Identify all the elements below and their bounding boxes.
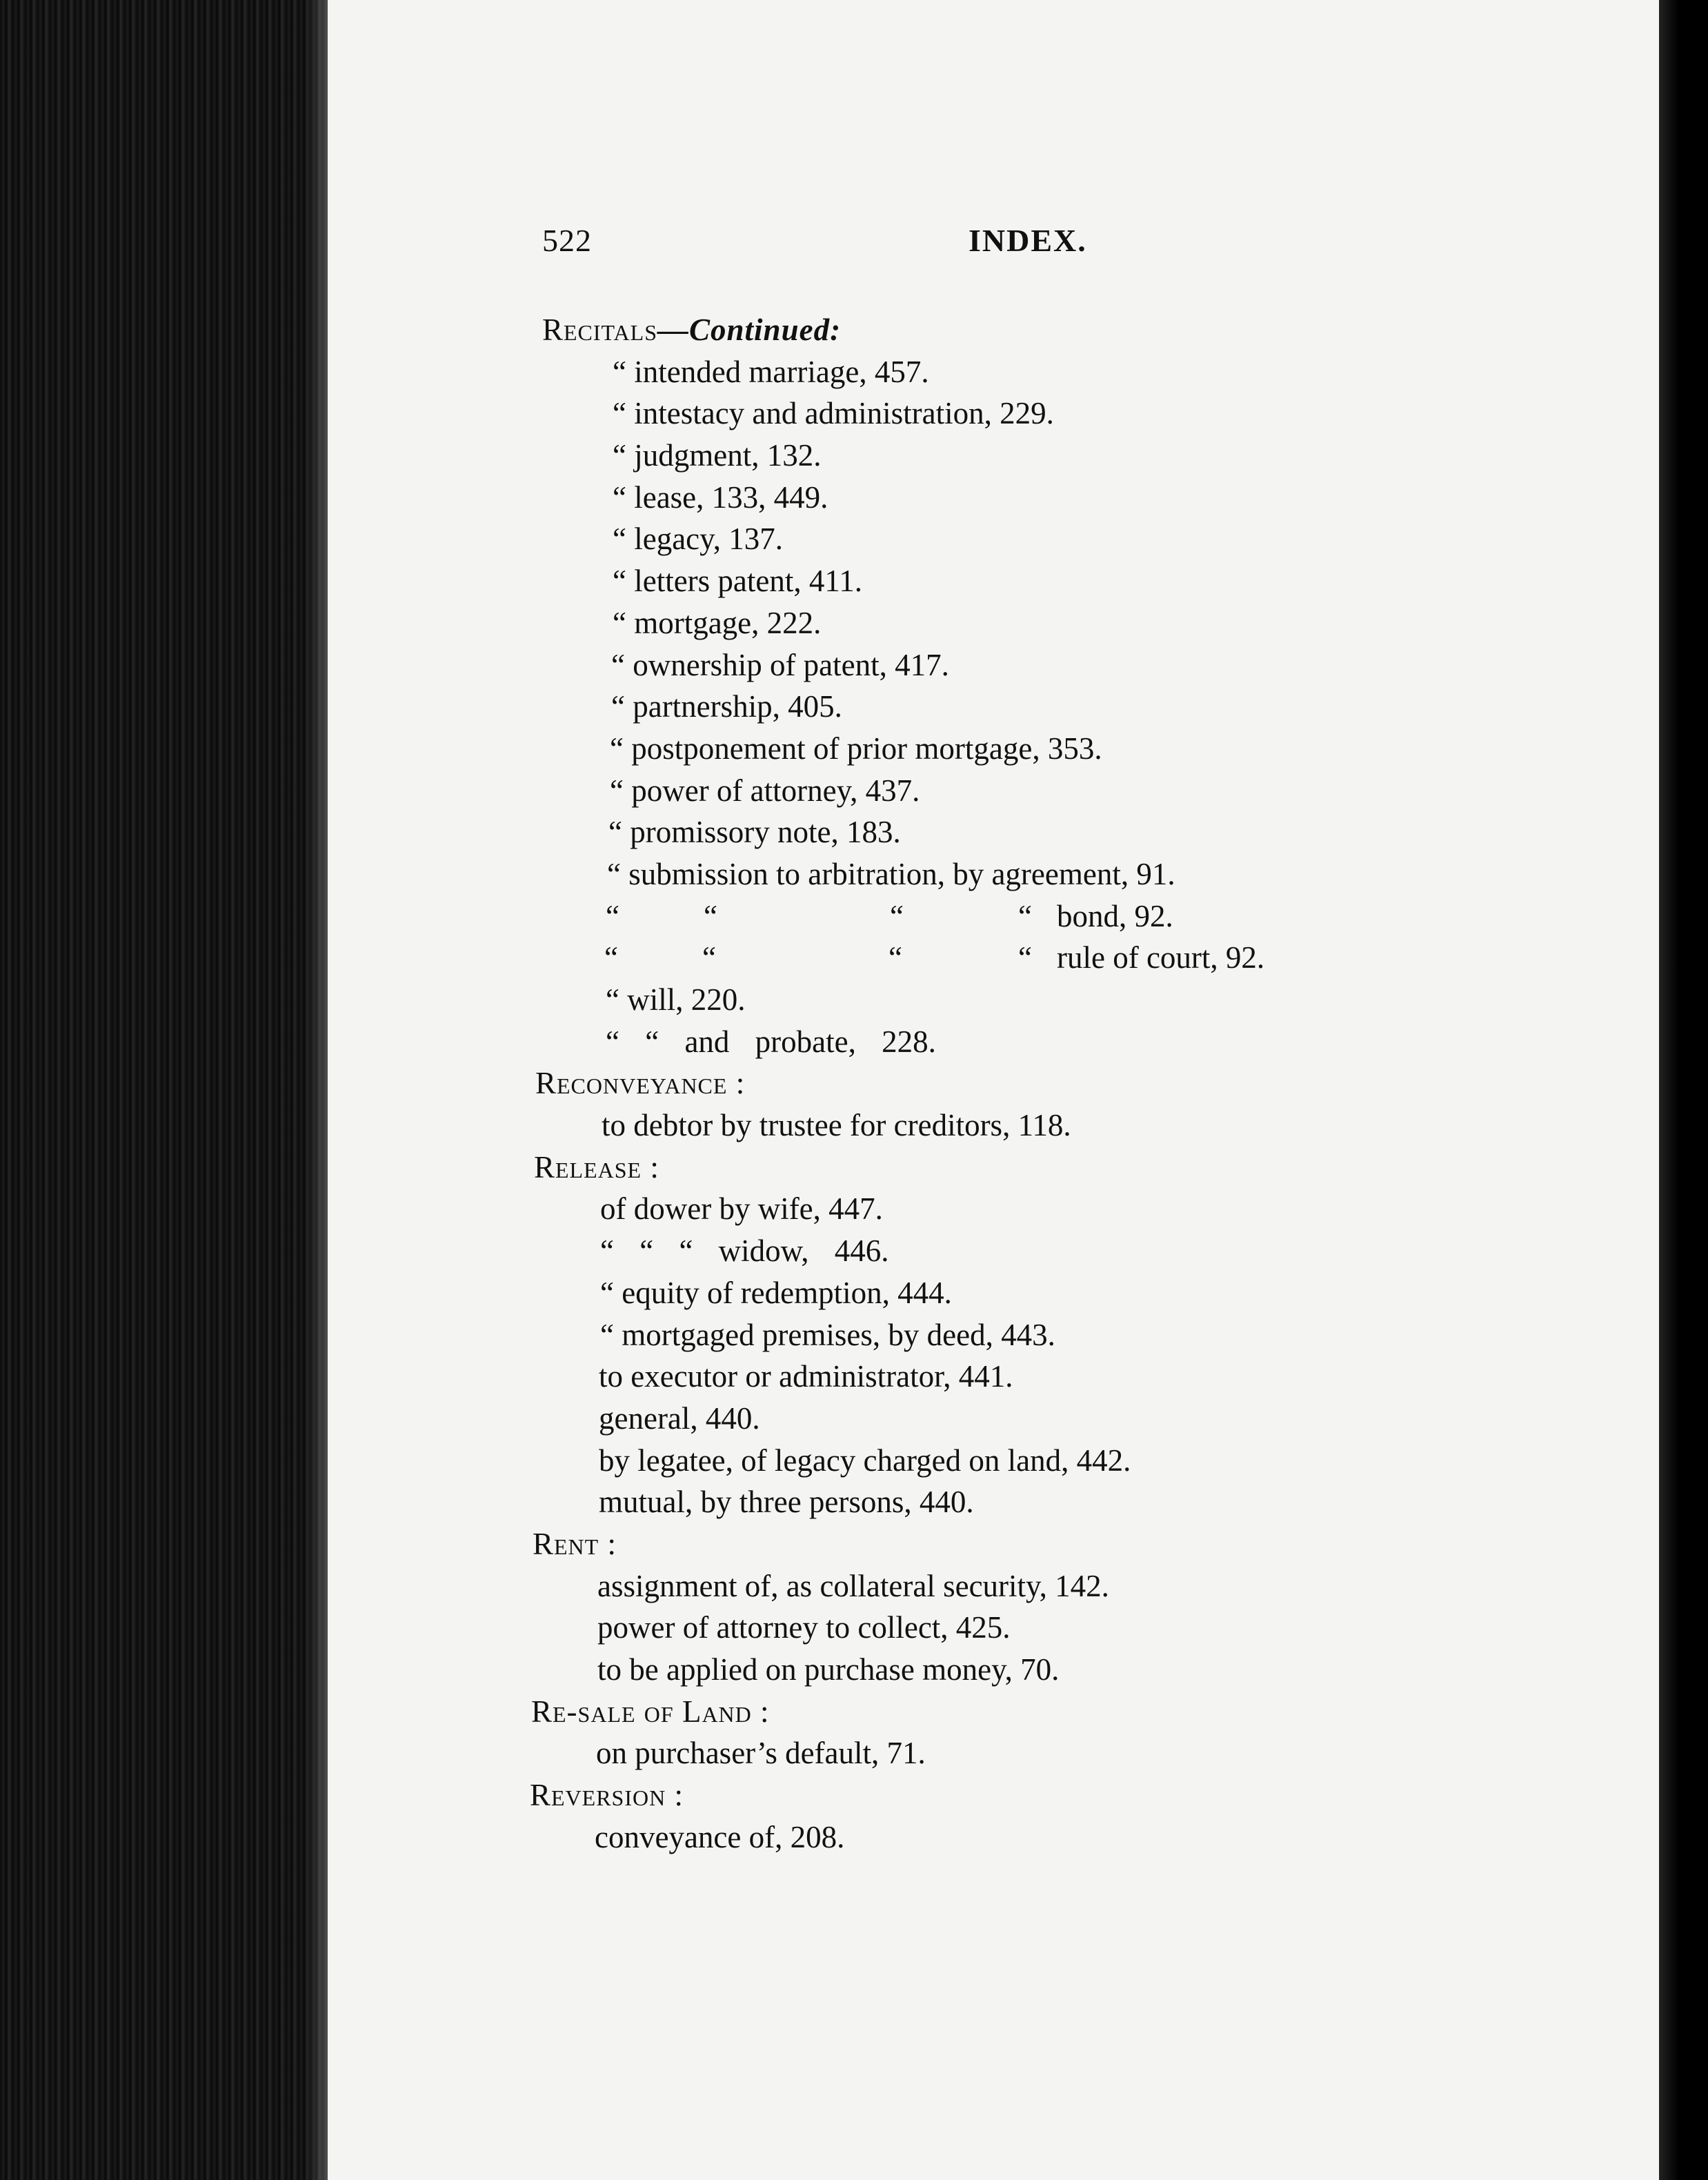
ditto-mark: “ <box>604 940 618 975</box>
index-heading-release: Release : <box>534 1149 659 1185</box>
ditto-mark: “ <box>890 898 904 933</box>
index-entry: “ submission to arbitration, by agreement, 91. <box>607 856 1175 891</box>
ditto-mark: “ <box>606 898 619 933</box>
index-heading-rent: Rent : <box>533 1526 617 1561</box>
index-entry-ditto <box>524 937 1490 979</box>
index-entry: “ intended marriage, 457. <box>613 354 929 389</box>
index-heading-reversion: Reversion : <box>530 1778 684 1813</box>
index-entry: “ power of attorney, 437. <box>610 773 920 808</box>
index-entry: “ mortgage, 222. <box>613 605 822 640</box>
index-entry: power of attorney to collect, 425. <box>597 1610 1011 1645</box>
index-entry: of dower by wife, 447. <box>600 1191 883 1227</box>
page-number: 522 <box>542 223 592 258</box>
page-header <box>542 222 1094 270</box>
index-entry: “ mortgaged premises, by deed, 443. <box>600 1317 1055 1352</box>
index-entry: “ promissory note, 183. <box>608 815 901 850</box>
index-entry: conveyance of, 208. <box>595 1819 845 1854</box>
index-entry: “ legacy, 137. <box>613 522 783 557</box>
index-entry: by legatee, of legacy charged on land, 442. <box>599 1443 1131 1478</box>
index-entry: “ letters patent, 411. <box>613 564 862 599</box>
index-heading-resale-of-land: Re-sale of Land : <box>531 1694 770 1729</box>
index-entry: general, 440. <box>599 1400 760 1436</box>
index-heading-recitals <box>524 309 1490 351</box>
ditto-mark: “ <box>704 898 717 933</box>
book-page-edges <box>0 0 328 2180</box>
index-entry: on purchaser’s default, 71. <box>596 1736 926 1771</box>
index-entry: “ intestacy and administration, 229. <box>613 396 1054 431</box>
index-entry: “ “ and probate, 228. <box>606 1024 936 1059</box>
index-entry: assignment of, as collateral security, 142. <box>597 1568 1109 1603</box>
index-entry-ditto <box>524 895 1490 938</box>
index-entry-text: bond, 92. <box>1057 898 1173 933</box>
index-entry-text: rule of court, 92. <box>1057 940 1265 975</box>
index-entry: to executor or administrator, 441. <box>599 1359 1013 1394</box>
index-entry: “ postponement of prior mortgage, 353. <box>610 731 1102 766</box>
ditto-mark: “ <box>1018 898 1032 933</box>
index-entry: to be applied on purchase money, 70. <box>597 1652 1060 1687</box>
ditto-mark: “ <box>888 940 902 975</box>
index-entry: mutual, by three persons, 440. <box>599 1485 974 1520</box>
index-entry: “ equity of redemption, 444. <box>600 1275 952 1310</box>
index-entry: “ will, 220. <box>606 982 746 1017</box>
index-entry: “ lease, 133, 449. <box>613 479 828 515</box>
scan-dark-border <box>1659 0 1708 2180</box>
index-entry: “ “ “ widow, 446. <box>600 1233 889 1269</box>
index-entry: “ ownership of patent, 417. <box>611 647 949 682</box>
index-heading-reconveyance: Reconveyance : <box>535 1066 746 1101</box>
continued-label: —Continued: <box>657 313 842 347</box>
ditto-mark: “ <box>1018 940 1032 975</box>
index-entry: “ judgment, 132. <box>613 438 822 473</box>
running-head: INDEX. <box>969 223 1087 258</box>
heading-text: Recitals <box>542 313 657 347</box>
index-body <box>524 309 1490 1858</box>
index-entry: “ partnership, 405. <box>611 689 842 724</box>
index-entry: to debtor by trustee for creditors, 118. <box>602 1108 1071 1143</box>
ditto-mark: “ <box>702 940 716 975</box>
